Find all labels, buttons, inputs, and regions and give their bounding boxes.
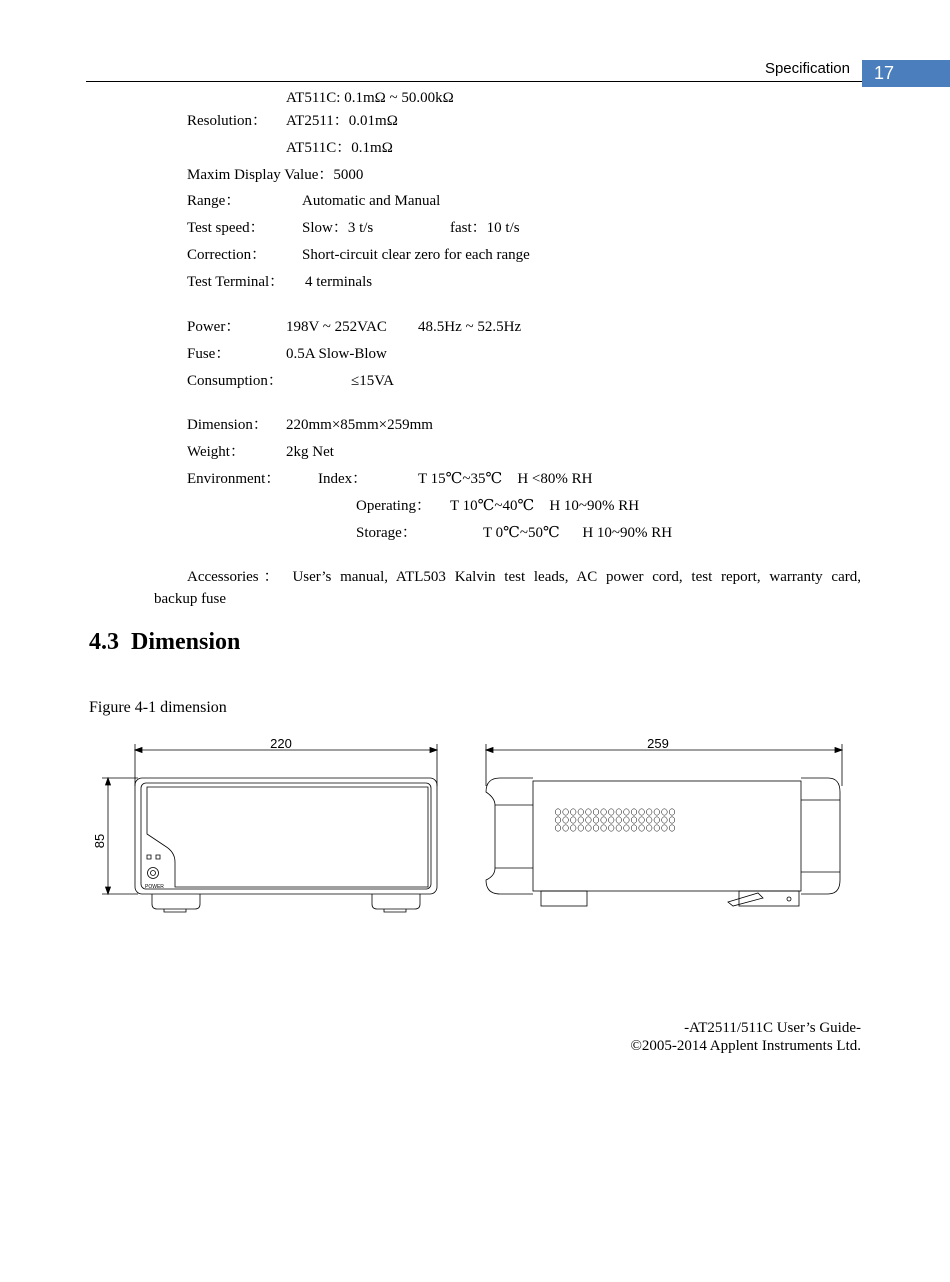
fuse-value: 0.5A Slow-Blow [286,346,387,362]
vent-hole [669,817,675,823]
terminal-label: Test Terminal： [187,274,285,290]
vent-hole [586,809,592,815]
env-index-value: T 15℃~35℃ H <80% RH [418,471,593,487]
vent-hole [570,817,576,823]
vent-hole [601,809,607,815]
vent-hole [593,809,599,815]
environment-label: Environment： [187,471,281,487]
vent-hole [662,825,668,831]
env-operating-label: Operating： [356,498,431,514]
footer-copyright: ©2005-2014 Applent Instruments Ltd. [630,1038,861,1054]
power-button-label: POWER [145,884,164,890]
dimension-label: Dimension： [187,417,268,433]
speed-fast: fast：10 t/s [450,220,520,236]
vent-hole [563,809,569,815]
power-frequency: 48.5Hz ~ 52.5Hz [418,319,522,335]
weight-label: Weight： [187,444,245,460]
vent-hole [662,809,668,815]
vent-hole [601,817,607,823]
figure-caption: Figure 4-1 dimension [89,699,227,716]
max-display-value: Maxim Display Value：5000 [187,167,364,183]
vent-hole [593,825,599,831]
vent-hole [616,809,622,815]
vent-hole [624,809,630,815]
vent-hole [616,825,622,831]
resolution-label: Resolution： [187,113,268,129]
correction-label: Correction： [187,247,267,263]
section-title: Dimension [131,629,241,655]
consumption-label: Consumption： [187,373,283,389]
resolution-at2511: AT2511：0.01mΩ [286,113,398,129]
power-voltage: 198V ~ 252VAC [286,319,387,335]
dimension-value: 220mm×85mm×259mm [286,417,433,433]
vent-hole [654,825,660,831]
vent-hole [608,809,614,815]
range-label: Range： [187,193,241,209]
vent-hole [563,817,569,823]
vent-hole [631,825,637,831]
vent-hole [593,817,599,823]
vent-hole [624,817,630,823]
page-number: 17 [862,60,950,87]
vent-hole [563,825,569,831]
section-number: 4.3 [89,629,119,655]
vent-hole [639,825,645,831]
vent-hole [586,817,592,823]
env-storage-label: Storage： [356,525,417,541]
speed-label: Test speed： [187,220,265,236]
vent-hole [646,809,652,815]
vent-hole [578,817,584,823]
footer-guide: -AT2511/511C User’s Guide- [684,1020,861,1036]
speed-slow: Slow：3 t/s [302,220,374,236]
vent-hole [646,825,652,831]
width-label: 220 [270,736,292,751]
accessories-continuation: backup fuse [154,591,227,607]
env-storage-value: T 0℃~50℃ H 10~90% RH [483,525,673,541]
fuse-label: Fuse： [187,346,231,362]
env-index-label: Index： [318,471,368,487]
resolution-at511c: AT511C：0.1mΩ [286,140,393,156]
range-at511c: AT511C: 0.1mΩ ~ 50.00kΩ [286,90,454,106]
vent-hole [631,809,637,815]
vent-hole [578,825,584,831]
env-operating-value: T 10℃~40℃ H 10~90% RH [450,498,640,514]
accessories-line: Accessories： User’s manual, ATL503 Kalvin test leads, AC power cord, test report, warranty card, [187,569,861,585]
height-label: 85 [92,833,107,849]
vent-hole [639,809,645,815]
vent-hole [586,825,592,831]
vent-hole [570,825,576,831]
correction-value: Short-circuit clear zero for each range [302,247,530,263]
vent-hole [631,817,637,823]
vent-hole [624,825,630,831]
vent-hole [662,817,668,823]
depth-label: 259 [647,736,669,751]
consumption-value: ≤15VA [351,373,394,389]
range-value: Automatic and Manual [302,193,441,209]
vent-hole [669,809,675,815]
header-section-title: Specification [764,60,850,77]
vent-hole [654,809,660,815]
weight-value: 2kg Net [286,444,334,460]
power-label: Power： [187,319,241,335]
vent-hole [570,809,576,815]
vent-hole [654,817,660,823]
vent-hole [616,817,622,823]
vent-hole [555,817,561,823]
vent-hole [608,825,614,831]
vent-hole [555,825,561,831]
vent-hole [555,809,561,815]
vent-hole [639,817,645,823]
vent-hole [669,825,675,831]
vent-hole [578,809,584,815]
terminal-value: 4 terminals [305,274,373,290]
vent-hole [608,817,614,823]
vent-hole [601,825,607,831]
vent-hole [646,817,652,823]
